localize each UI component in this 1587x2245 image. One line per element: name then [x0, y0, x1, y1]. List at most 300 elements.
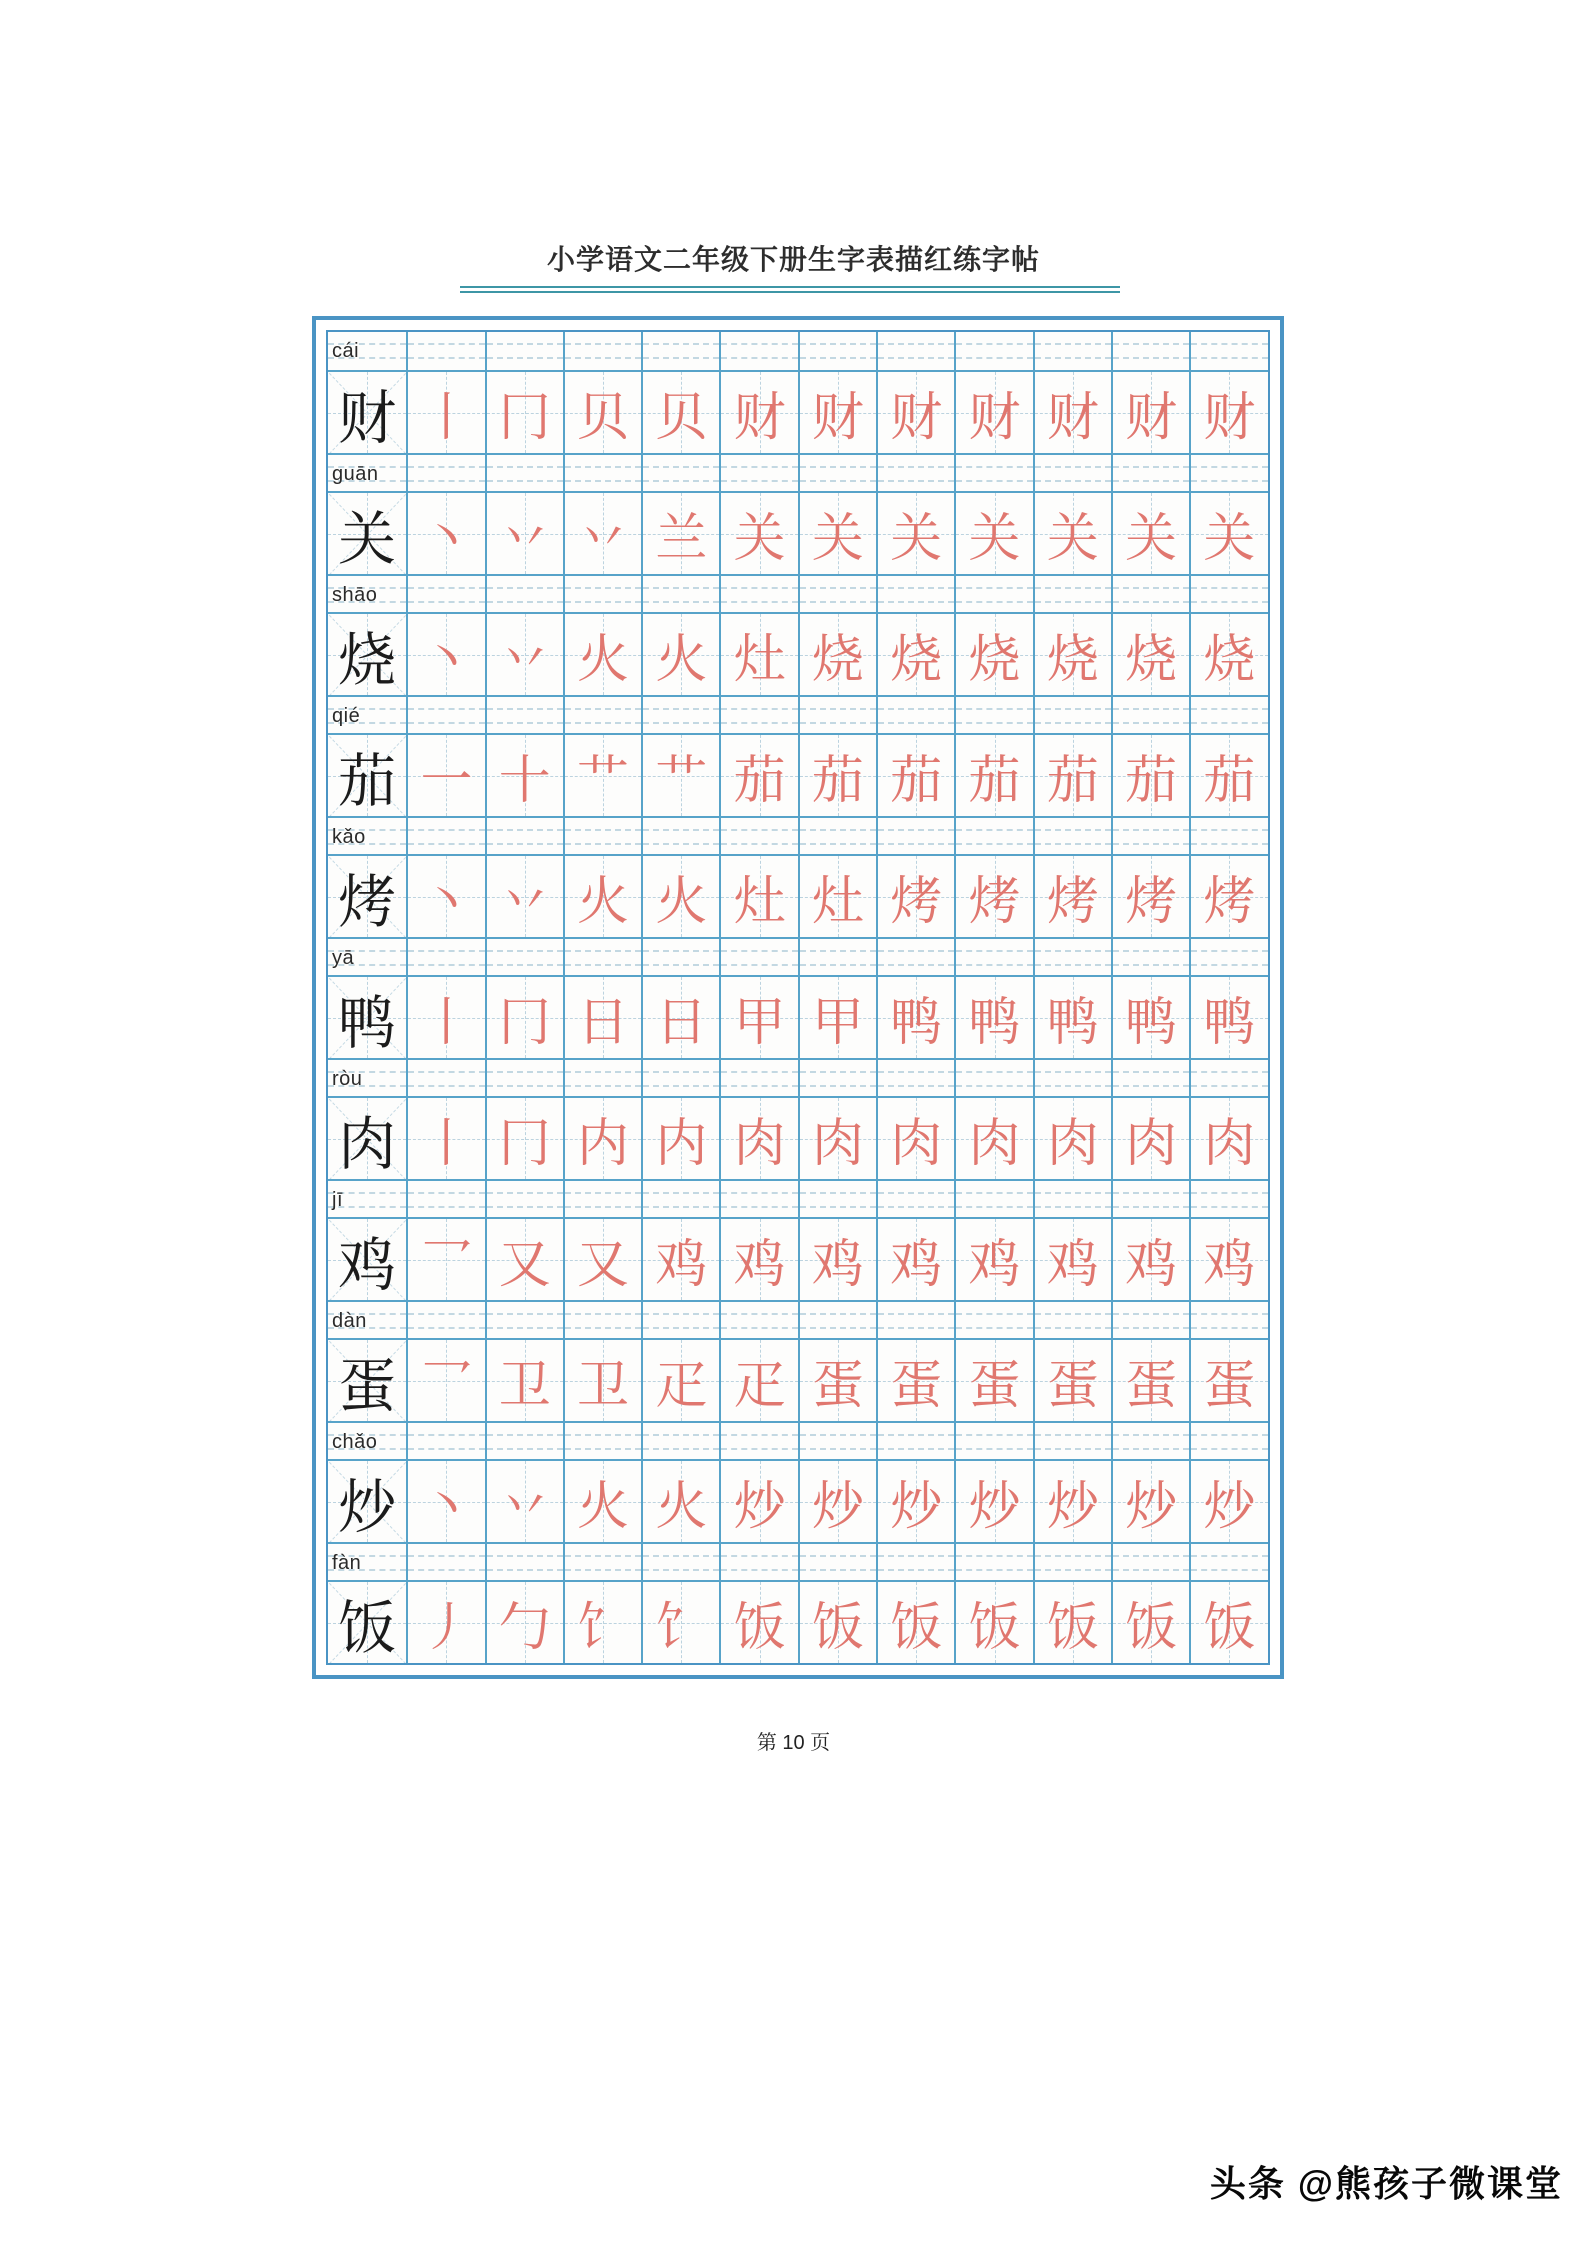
pinyin-blank-cell [954, 1421, 1032, 1459]
trace-cell [406, 370, 484, 453]
trace-char: 灶 [733, 632, 786, 689]
pinyin-blank-cell [876, 1421, 954, 1459]
pinyin-blank-cell [876, 816, 954, 854]
pinyin-blank-cell [719, 1421, 797, 1459]
guide-line [565, 480, 641, 482]
trace-char: 火 [655, 874, 708, 931]
pinyin-cell [328, 1421, 406, 1459]
trace-cell [1189, 733, 1267, 816]
trace-char: 丨 [420, 995, 473, 1052]
guide-line [487, 1313, 563, 1315]
guide-line [956, 964, 1032, 966]
guide-line [956, 1327, 1032, 1329]
pinyin-blank-cell [798, 574, 876, 612]
pinyin-blank-cell [641, 695, 719, 733]
trace-cell [485, 1580, 563, 1663]
pinyin-cell [328, 1179, 406, 1217]
pinyin-cell [328, 574, 406, 612]
guide-line [1113, 843, 1189, 845]
guide-line [800, 950, 876, 952]
guide-line [643, 1206, 719, 1208]
pinyin-blank-cell [1189, 1179, 1267, 1217]
model-char-cell [328, 1459, 406, 1542]
guide-line [565, 1192, 641, 1194]
trace-cell [876, 1459, 954, 1542]
guide-line [1191, 829, 1267, 831]
trace-char: 饣 [655, 1600, 708, 1657]
trace-char: 烤 [1203, 874, 1256, 931]
guide-line [565, 1434, 641, 1436]
trace-char: 茄 [733, 753, 786, 810]
trace-char: 蛋 [1046, 1358, 1099, 1415]
guide-line [487, 950, 563, 952]
trace-cell [798, 491, 876, 574]
pinyin-blank-cell [485, 937, 563, 975]
trace-char: 饭 [1046, 1600, 1099, 1657]
character-row [328, 1096, 1268, 1179]
guide-line [565, 1448, 641, 1450]
guide-line [878, 1569, 954, 1571]
trace-cell [641, 1096, 719, 1179]
trace-cell [876, 491, 954, 574]
guide-line [956, 1071, 1032, 1073]
character-row [328, 370, 1268, 453]
guide-line [800, 964, 876, 966]
page-number: 第 10 页 [756, 1732, 831, 1754]
pinyin-label: kǎo [332, 826, 366, 848]
pinyin-label: dàn [332, 1310, 367, 1332]
guide-line [487, 829, 563, 831]
trace-cell [406, 612, 484, 695]
guide-line [1113, 950, 1189, 952]
guide-line [878, 964, 954, 966]
trace-cell [641, 975, 719, 1058]
trace-char: 丷 [498, 511, 551, 568]
pinyin-blank-cell [563, 574, 641, 612]
pinyin-blank-cell [485, 1300, 563, 1338]
trace-cell [719, 612, 797, 695]
model-char: 饭 [338, 1595, 397, 1661]
trace-char: 蛋 [890, 1358, 943, 1415]
pinyin-label: cái [332, 340, 360, 362]
guide-line [1191, 1327, 1267, 1329]
guide-line [878, 1555, 954, 1557]
pinyin-cell [328, 816, 406, 854]
trace-cell [954, 854, 1032, 937]
pinyin-row [328, 1421, 1268, 1459]
trace-cell [1033, 370, 1111, 453]
trace-char: 财 [1125, 390, 1178, 447]
guide-line [408, 708, 484, 710]
trace-char: 鸡 [968, 1237, 1021, 1294]
guide-line [800, 1569, 876, 1571]
pinyin-blank-cell [1033, 1542, 1111, 1580]
trace-char: 炒 [1046, 1479, 1099, 1536]
guide-line [1113, 722, 1189, 724]
guide-line [1191, 1192, 1267, 1194]
trace-char: 关 [1203, 511, 1256, 568]
trace-char: 丨 [420, 390, 473, 447]
pinyin-blank-cell [954, 1179, 1032, 1217]
trace-char: 财 [811, 390, 864, 447]
guide-line [565, 964, 641, 966]
guide-line [1191, 1448, 1267, 1450]
guide-line [800, 1071, 876, 1073]
pinyin-row [328, 1542, 1268, 1580]
pinyin-blank-cell [1111, 1542, 1189, 1580]
pinyin-blank-cell [406, 332, 484, 370]
guide-line [800, 1327, 876, 1329]
pinyin-blank-cell [954, 1542, 1032, 1580]
guide-line [1113, 708, 1189, 710]
guide-line [721, 1192, 797, 1194]
trace-cell [954, 975, 1032, 1058]
guide-line [565, 1569, 641, 1571]
guide-line [721, 829, 797, 831]
trace-cell [485, 1338, 563, 1421]
guide-line [643, 708, 719, 710]
pinyin-label: shāo [332, 584, 378, 606]
trace-char: 茄 [1203, 753, 1256, 810]
character-row [328, 491, 1268, 574]
character-row [328, 612, 1268, 695]
guide-line [1191, 466, 1267, 468]
guide-line [565, 587, 641, 589]
guide-line [408, 1071, 484, 1073]
trace-char: 炒 [1125, 1479, 1178, 1536]
trace-char: 关 [968, 511, 1021, 568]
model-char: 茄 [338, 748, 397, 814]
trace-char: 茄 [811, 753, 864, 810]
guide-line [1035, 466, 1111, 468]
guide-line [1035, 587, 1111, 589]
guide-line [721, 1071, 797, 1073]
guide-line [721, 722, 797, 724]
pinyin-label: qié [332, 705, 361, 727]
pinyin-blank-cell [406, 1421, 484, 1459]
guide-line [1113, 1206, 1189, 1208]
pinyin-blank-cell [1189, 695, 1267, 733]
guide-line [565, 357, 641, 359]
guide-line [1113, 1569, 1189, 1571]
pinyin-blank-cell [406, 1179, 484, 1217]
trace-cell [719, 370, 797, 453]
guide-line [721, 466, 797, 468]
guide-line [1035, 708, 1111, 710]
model-char-cell [328, 854, 406, 937]
guide-line [643, 1313, 719, 1315]
guide-line [1035, 1434, 1111, 1436]
guide-line [878, 1206, 954, 1208]
guide-line [721, 843, 797, 845]
trace-char: 肉 [811, 1116, 864, 1173]
trace-char: 炒 [733, 1479, 786, 1536]
guide-line [565, 1206, 641, 1208]
guide-line [1191, 964, 1267, 966]
trace-cell [1033, 1217, 1111, 1300]
pinyin-row [328, 1058, 1268, 1096]
trace-char: 肉 [1046, 1116, 1099, 1173]
trace-cell [485, 370, 563, 453]
trace-char: 关 [1046, 511, 1099, 568]
character-row [328, 733, 1268, 816]
guide-line [487, 1434, 563, 1436]
guide-line [800, 1555, 876, 1557]
trace-cell [563, 1580, 641, 1663]
pinyin-blank-cell [876, 332, 954, 370]
guide-line [408, 1569, 484, 1571]
guide-line [565, 950, 641, 952]
guide-line [1113, 343, 1189, 345]
trace-char: 饭 [968, 1600, 1021, 1657]
trace-char: 丶 [420, 1479, 473, 1536]
guide-line [956, 843, 1032, 845]
guide-line [878, 587, 954, 589]
trace-char: 茄 [1046, 753, 1099, 810]
guide-line [878, 843, 954, 845]
model-char-cell [328, 975, 406, 1058]
guide-line [643, 587, 719, 589]
trace-char: 火 [655, 632, 708, 689]
guide-line [956, 829, 1032, 831]
character-row [328, 854, 1268, 937]
pinyin-blank-cell [719, 453, 797, 491]
guide-line [878, 1434, 954, 1436]
trace-char: 鸡 [655, 1237, 708, 1294]
trace-cell [1033, 612, 1111, 695]
pinyin-blank-cell [876, 1300, 954, 1338]
guide-line [956, 1206, 1032, 1208]
trace-cell [954, 1096, 1032, 1179]
guide-line [878, 601, 954, 603]
guide-line [721, 1327, 797, 1329]
trace-char: 财 [968, 390, 1021, 447]
pinyin-blank-cell [1033, 816, 1111, 854]
trace-cell [485, 1217, 563, 1300]
guide-line [878, 1071, 954, 1073]
guide-line [643, 1555, 719, 1557]
pinyin-blank-cell [876, 1179, 954, 1217]
trace-cell [406, 975, 484, 1058]
pinyin-blank-cell [406, 937, 484, 975]
guide-line [956, 1313, 1032, 1315]
pinyin-blank-cell [954, 816, 1032, 854]
guide-line [1113, 1085, 1189, 1087]
pinyin-cell [328, 1058, 406, 1096]
guide-line [956, 722, 1032, 724]
guide-line [800, 1313, 876, 1315]
trace-cell [1189, 370, 1267, 453]
guide-line [565, 601, 641, 603]
guide-line [800, 1434, 876, 1436]
trace-char: 火 [577, 1479, 630, 1536]
guide-line [643, 1448, 719, 1450]
trace-cell [406, 1459, 484, 1542]
guide-line [408, 357, 484, 359]
trace-char: 烧 [890, 632, 943, 689]
trace-char: 火 [577, 632, 630, 689]
guide-line [956, 601, 1032, 603]
guide-line [1191, 1206, 1267, 1208]
guide-line [408, 722, 484, 724]
guide-line [408, 1448, 484, 1450]
trace-char: 兰 [655, 511, 708, 568]
guide-line [1035, 1085, 1111, 1087]
guide-line [878, 1313, 954, 1315]
guide-line [643, 601, 719, 603]
pinyin-blank-cell [1033, 574, 1111, 612]
guide-line [643, 343, 719, 345]
guide-line [1191, 1071, 1267, 1073]
pinyin-blank-cell [406, 695, 484, 733]
trace-char: 饭 [733, 1600, 786, 1657]
trace-cell [1111, 854, 1189, 937]
trace-cell [1033, 1580, 1111, 1663]
trace-cell [1111, 733, 1189, 816]
trace-char: 肉 [968, 1116, 1021, 1173]
model-char: 财 [338, 385, 397, 451]
trace-cell [954, 733, 1032, 816]
trace-cell [563, 1096, 641, 1179]
pinyin-label: ròu [332, 1068, 363, 1090]
trace-char: 炒 [811, 1479, 864, 1536]
trace-cell [719, 1338, 797, 1421]
pinyin-blank-cell [1033, 1421, 1111, 1459]
trace-cell [1189, 1096, 1267, 1179]
pinyin-blank-cell [563, 1542, 641, 1580]
pinyin-blank-cell [641, 574, 719, 612]
trace-char: 烤 [968, 874, 1021, 931]
trace-char: 鸡 [890, 1237, 943, 1294]
pinyin-blank-cell [1189, 1421, 1267, 1459]
pinyin-blank-cell [563, 1300, 641, 1338]
guide-line [1035, 1192, 1111, 1194]
trace-char: 炒 [968, 1479, 1021, 1536]
guide-line [643, 466, 719, 468]
guide-line [487, 480, 563, 482]
guide-line [1191, 480, 1267, 482]
trace-char: 卫 [498, 1358, 551, 1415]
trace-char: 丷 [498, 874, 551, 931]
pinyin-blank-cell [1189, 453, 1267, 491]
trace-char: 十 [498, 753, 551, 810]
sheet-title: 小学语文二年级下册生字表描红练字帖 [546, 244, 1040, 275]
model-char: 蛋 [338, 1353, 397, 1419]
guide-line [956, 480, 1032, 482]
guide-line [643, 843, 719, 845]
guide-line [1113, 466, 1189, 468]
trace-cell [406, 854, 484, 937]
trace-cell [485, 975, 563, 1058]
trace-char: 财 [890, 390, 943, 447]
pinyin-blank-cell [876, 695, 954, 733]
guide-line [1035, 722, 1111, 724]
practice-grid [326, 330, 1270, 1665]
pinyin-blank-cell [798, 1421, 876, 1459]
trace-char: 冂 [498, 995, 551, 1052]
guide-line [487, 343, 563, 345]
trace-cell [1033, 975, 1111, 1058]
trace-cell [798, 1338, 876, 1421]
pinyin-label: fàn [332, 1552, 362, 1574]
character-row [328, 1338, 1268, 1421]
trace-char: 炒 [890, 1479, 943, 1536]
trace-char: 冂 [498, 1116, 551, 1173]
guide-line [643, 1071, 719, 1073]
pinyin-blank-cell [1033, 453, 1111, 491]
trace-cell [1189, 612, 1267, 695]
pinyin-blank-cell [798, 453, 876, 491]
guide-line [878, 708, 954, 710]
pinyin-blank-cell [1111, 937, 1189, 975]
trace-cell [563, 1459, 641, 1542]
guide-line [1113, 601, 1189, 603]
trace-cell [876, 1580, 954, 1663]
trace-char: 火 [655, 1479, 708, 1536]
guide-line [800, 466, 876, 468]
guide-line [408, 343, 484, 345]
trace-cell [406, 491, 484, 574]
guide-line [721, 708, 797, 710]
pinyin-blank-cell [719, 1058, 797, 1096]
trace-cell [1111, 1580, 1189, 1663]
guide-line [721, 950, 797, 952]
guide-line [800, 1206, 876, 1208]
guide-line [565, 1085, 641, 1087]
trace-char: 丷 [498, 1479, 551, 1536]
pinyin-blank-cell [641, 453, 719, 491]
trace-cell [641, 1580, 719, 1663]
character-row [328, 1217, 1268, 1300]
trace-char: 贝 [655, 390, 708, 447]
trace-char: 烧 [1203, 632, 1256, 689]
trace-char: 关 [811, 511, 864, 568]
trace-char: 卫 [577, 1358, 630, 1415]
trace-cell [798, 612, 876, 695]
pinyin-blank-cell [954, 937, 1032, 975]
pinyin-label: guān [332, 463, 379, 485]
trace-char: 蛋 [1203, 1358, 1256, 1415]
trace-char: 丷 [498, 632, 551, 689]
trace-cell [1111, 1459, 1189, 1542]
pinyin-blank-cell [485, 332, 563, 370]
trace-cell [1189, 1217, 1267, 1300]
model-char-cell [328, 370, 406, 453]
trace-char: 烧 [811, 632, 864, 689]
pinyin-cell [328, 695, 406, 733]
guide-line [721, 1569, 797, 1571]
guide-line [1113, 1434, 1189, 1436]
trace-cell [1033, 491, 1111, 574]
trace-cell [563, 612, 641, 695]
pinyin-blank-cell [563, 1179, 641, 1217]
pinyin-blank-cell [876, 937, 954, 975]
trace-cell [563, 370, 641, 453]
guide-line [956, 708, 1032, 710]
guide-line [565, 1327, 641, 1329]
trace-char: 一 [420, 753, 473, 810]
trace-char: 又 [498, 1237, 551, 1294]
trace-char: 烤 [1046, 874, 1099, 931]
guide-line [721, 1555, 797, 1557]
trace-char: 饭 [890, 1600, 943, 1657]
model-char-cell [328, 1217, 406, 1300]
guide-line [1191, 1569, 1267, 1571]
model-char-cell [328, 612, 406, 695]
trace-char: 日 [655, 995, 708, 1052]
trace-char: 丿 [420, 1600, 473, 1657]
guide-line [408, 1327, 484, 1329]
